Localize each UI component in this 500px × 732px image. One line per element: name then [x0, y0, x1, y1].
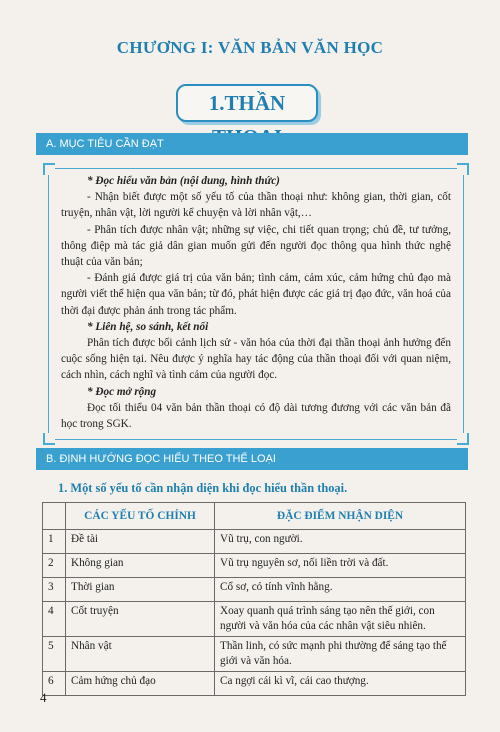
corner-ornament — [457, 163, 469, 175]
table-header: ĐẶC ĐIỂM NHẬN DIỆN — [215, 503, 466, 530]
section-a-label: A. MỤC TIÊU CẦN ĐẠT — [46, 138, 164, 150]
row-description: Vũ trụ nguyên sơ, nối liền trời và đất. — [215, 554, 466, 578]
row-number: 1 — [43, 530, 66, 554]
row-description: Cổ sơ, có tính vĩnh hằng. — [215, 578, 466, 602]
extend-heading: * Đọc mở rộng — [87, 385, 157, 398]
table-header: CÁC YẾU TỐ CHÍNH — [66, 503, 215, 530]
table-row — [43, 530, 466, 554]
subheading: 1. Một số yếu tố cần nhận diện khi đọc hiểu thần thoại. — [58, 481, 348, 495]
table-row — [43, 578, 466, 602]
reading-heading: * Đọc hiểu văn bản (nội dung, hình thức) — [87, 175, 280, 187]
corner-ornament — [43, 433, 55, 445]
row-element: Không gian — [66, 554, 215, 578]
row-element: Cảm hứng chủ đạo — [66, 672, 215, 696]
chapter-title: CHƯƠNG I: VĂN BẢN VĂN HỌC — [116, 38, 384, 57]
row-element: Nhân vật — [66, 637, 215, 672]
row-description: Ca ngợi cái kì vĩ, cái cao thượng. — [215, 672, 466, 696]
row-number: 2 — [43, 554, 66, 578]
table-row — [43, 637, 466, 672]
row-element: Cốt truyện — [66, 602, 215, 637]
row-number: 5 — [43, 637, 66, 672]
table-header-row — [43, 503, 466, 530]
section-b-header — [36, 448, 468, 470]
row-description: Xoay quanh quá trình sáng tạo nên thế giới, con người và văn hóa của các nhân vật siêu nhiên. — [215, 602, 466, 637]
corner-ornament — [43, 163, 55, 175]
extend-text: Đọc tối thiểu 04 văn bản thần thoại có độ dài tương đương với các văn bản đã học trong SGK. — [61, 401, 451, 431]
row-element: Thời gian — [66, 578, 215, 602]
corner-ornament — [457, 433, 469, 445]
section-b-label: B. ĐỊNH HƯỚNG ĐỌC HIỂU THEO THỂ LOẠI — [46, 453, 276, 465]
reading-item: - Nhận biết được một số yếu tố của thần thoại như: không gian, thời gian, cốt truyện, nhân vật, lời người kể chuyện và lời nhân vật,… — [61, 191, 451, 220]
section-a-header — [36, 133, 468, 155]
table-row — [43, 602, 466, 637]
link-text: Phân tích được bối cảnh lịch sử - văn hóa của thời đại thần thoại ảnh hưởng đến cuộc sống hiện tại. Nêu được ý nghĩa hay tác động của thần thoại đối với quan niệm, cách nhìn, cách nghĩ và tình cảm của người đọc. — [61, 337, 451, 382]
table-header — [43, 503, 66, 530]
reading-item: - Đánh giá được giá trị của văn bản; tình cảm, cảm xúc, cảm hứng chủ đạo mà người viết thể hiện qua văn bản; từ đó, phát hiện được các giá trị đạo đức, văn hoá của thời đại được phản ánh trong tác phẩm. — [61, 272, 451, 317]
row-element: Đề tài — [66, 530, 215, 554]
link-heading: * Liên hệ, so sánh, kết nối — [87, 320, 209, 333]
row-number: 4 — [43, 602, 66, 637]
row-description: Thần linh, có sức mạnh phi thường để sáng tạo thế giới và văn hóa. — [215, 637, 466, 672]
traits-table — [42, 502, 466, 696]
reading-item: - Phân tích được nhân vật; những sự việc, chi tiết quan trọng; chủ đề, tư tưởng, thông điệp mà tác giả dân gian muốn gửi đến người đọc thông qua hình thức nghệ thuật của văn bản; — [61, 223, 451, 269]
goals-box — [48, 168, 464, 440]
lesson-title: 1.THẦN — [176, 84, 318, 122]
table-row — [43, 672, 466, 696]
row-description: Vũ trụ, con người. — [215, 530, 466, 554]
page-number: 4 — [40, 690, 47, 705]
row-number: 3 — [43, 578, 66, 602]
row-number: 6 — [43, 672, 66, 696]
table-row — [43, 554, 466, 578]
goals-text — [61, 173, 451, 432]
